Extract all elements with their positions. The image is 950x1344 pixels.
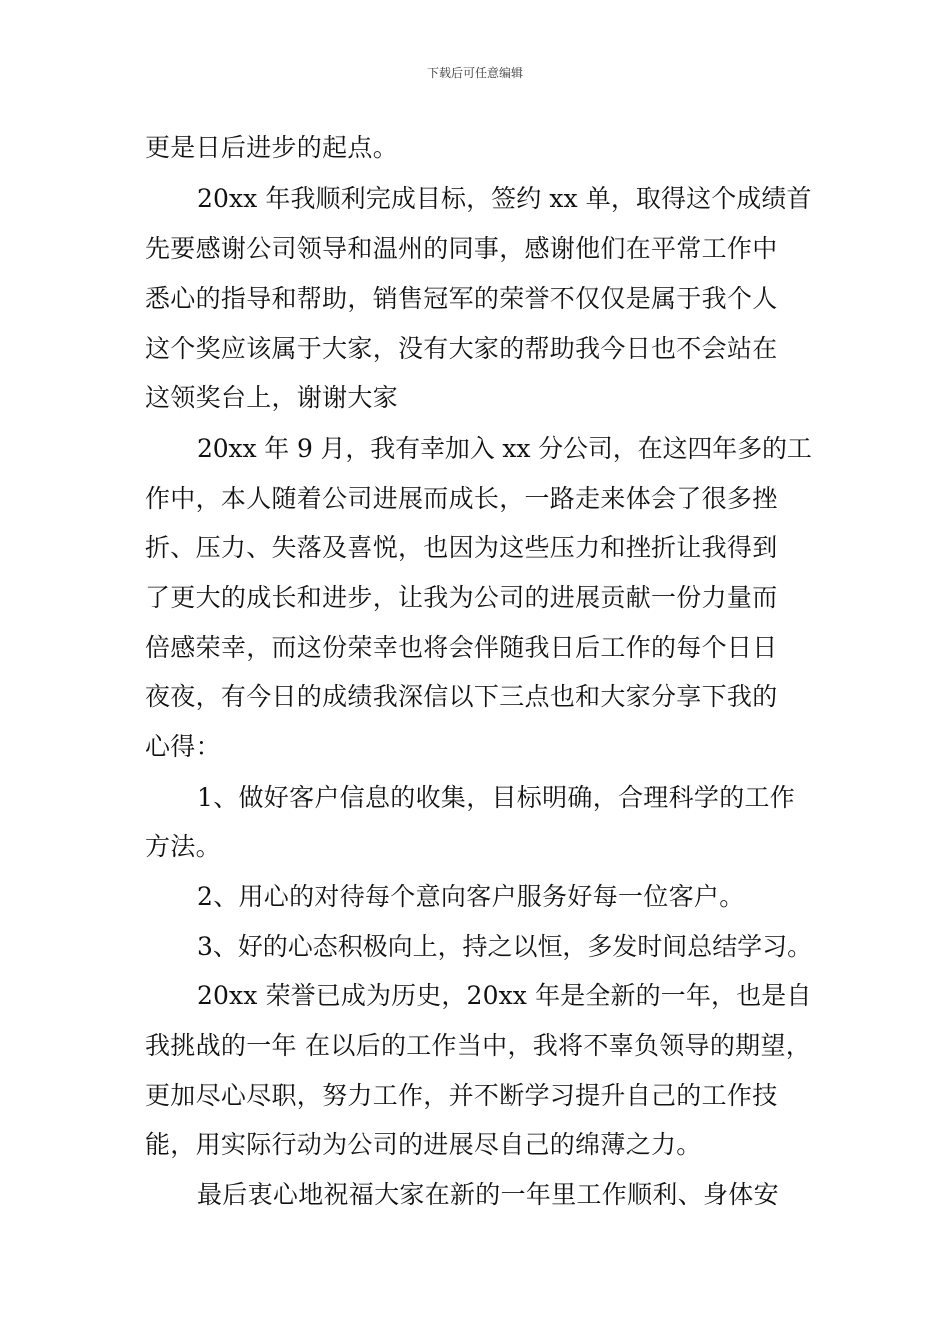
text-line: 折、压力、失落及喜悦，也因为这些压力和挫折让我得到 [145,533,778,562]
text-line: 悉心的指导和帮助，销售冠军的荣誉不仅仅是属于我个人 [145,284,778,313]
text-line: 能，用实际行动为公司的进展尽自己的绵薄之力。 [145,1130,702,1159]
text-line: 更加尽心尽职，努力工作，并不断学习提升自己的工作技 [145,1081,778,1110]
page-header: 下载后可任意编辑 [426,66,523,80]
text-line: 方法。 [145,832,221,861]
text-line: 我挑战的一年 在以后的工作当中，我将不辜负领导的期望， [145,1031,812,1060]
text-line: 最后衷心地祝福大家在新的一年里工作顺利、身体安 [197,1180,779,1209]
text-line: 1、做好客户信息的收集，目标明确，合理科学的工作 [197,783,796,812]
text-line: 这个奖应该属于大家，没有大家的帮助我今日也不会站在 [145,334,778,363]
text-line: 夜夜，有今日的成绩我深信以下三点也和大家分享下我的 [145,682,778,711]
text-line: 20xx 年 9 月，我有幸加入 xx 分公司，在这四年多的工 [197,434,812,463]
text-line: 更是日后进步的起点。 [145,133,399,162]
text-line: 这领奖台上，谢谢大家 [145,383,399,412]
text-line: 作中，本人随着公司进展而成长，一路走来体会了很多挫 [145,484,778,513]
text-line: 心得： [145,732,221,761]
text-line: 3、好的心态积极向上，持之以恒，多发时间总结学习。 [197,932,813,961]
text-line: 20xx 荣誉已成为历史，20xx 年是全新的一年，也是自 [197,981,812,1010]
text-line: 2、用心的对待每个意向客户服务好每一位客户。 [197,882,745,911]
text-line: 先要感谢公司领导和温州的同事，感谢他们在平常工作中 [145,234,778,263]
text-line: 倍感荣幸，而这份荣幸也将会伴随我日后工作的每个日日 [145,633,778,662]
text-line: 了更大的成长和进步，让我为公司的进展贡献一份力量而 [145,583,778,612]
text-line: 20xx 年我顺利完成目标，签约 xx 单，取得这个成绩首 [197,184,812,213]
